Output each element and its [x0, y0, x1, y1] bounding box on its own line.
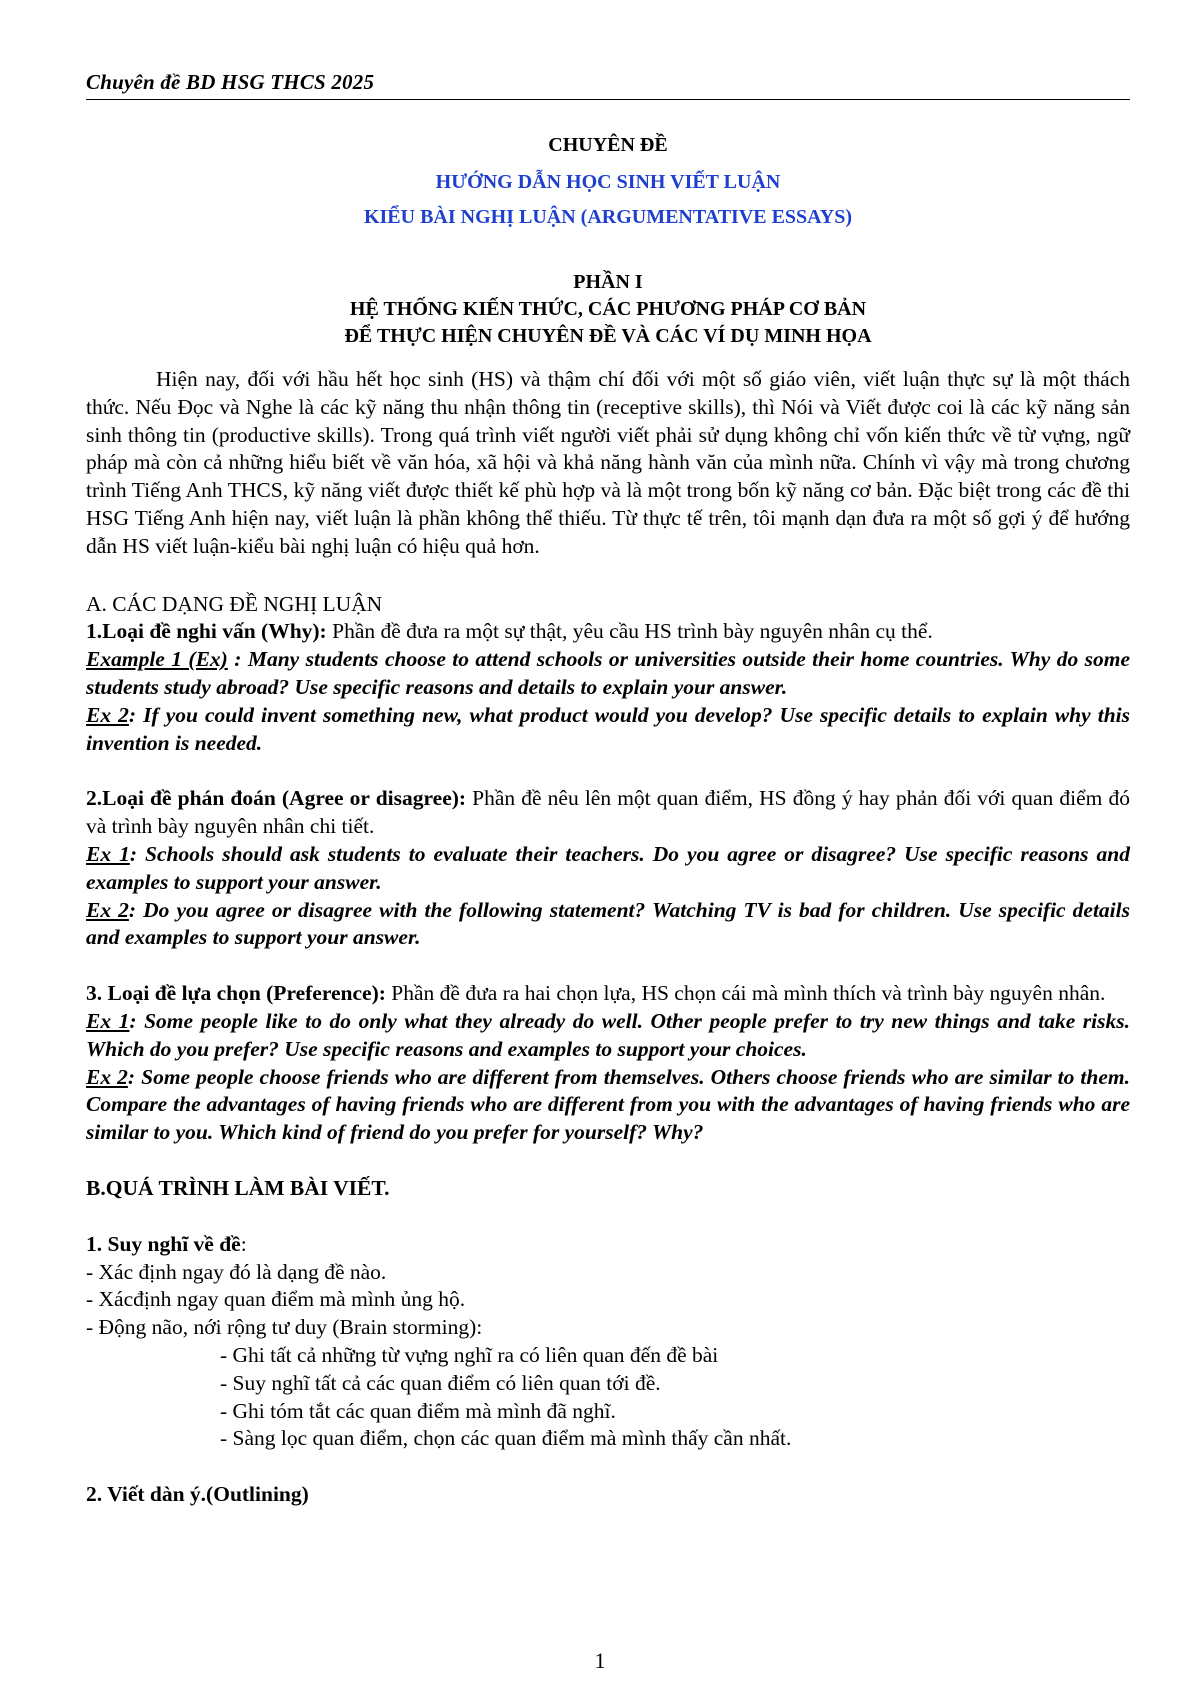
- type-1-label: 1.Loại đề nghi vấn (Why):: [86, 619, 327, 644]
- example-text: : Many students choose to attend schools or universities outside their home countries. Why do some students study abroad? Use specific reasons and details to explain your answer.: [86, 647, 1130, 699]
- step-1-label: 1. Suy nghĩ về đề: [86, 1231, 241, 1256]
- part-label: PHẦN I: [573, 271, 643, 293]
- step-2-heading: 2. Viết dàn ý.(Outlining): [86, 1482, 309, 1507]
- type-1-example-1: [86, 646, 1130, 702]
- intro-paragraph: Hiện nay, đối với hầu hết học sinh (HS) và thậm chí đối với một số giáo viên, viết luận thực sự là một thách thức. Nếu Đọc và Nghe là các kỹ năng thu nhận thông tin (receptive skills), thì Nói và Viết được coi là các kỹ năng sản sinh thông tin (productive skills). Trong quá trình viết người viết phải sử dụng không chỉ vốn kiến thức về từ vựng, ngữ pháp mà còn cả những hiểu biết về văn hóa, xã hội và khả năng hành văn của mình nữa. Chính vì vậy mà trong chương trình Tiếng Anh THCS, kỹ năng viết được thiết kế phù hợp và là một trong bốn kỹ năng cơ bản. Đặc biệt trong các đề thi HSG Tiếng Anh hiện nay, viết luận là phần không thể thiếu. Từ thực tế trên, tôi mạnh dạn đưa ra một số gợi ý để hướng dẫn HS viết luận-kiểu bài nghị luận có hiệu quả hơn.: [86, 367, 1130, 558]
- section-a-heading: A. CÁC DẠNG ĐỀ NGHỊ LUẬN: [86, 591, 383, 616]
- type-3-description: [86, 980, 1130, 1008]
- brainstorm-subitem: - Sàng lọc quan điểm, chọn các quan điểm mà mình thấy cần nhất.: [220, 1426, 792, 1451]
- example-text: : Some people like to do only what they already do well. Other people prefer to try new things and take risks. Which do you prefer? Use specific reasons and examples to support your choices.: [86, 1008, 1130, 1061]
- type-2-label: 2.Loại đề phán đoán (Agree or disagree):: [86, 786, 467, 811]
- example-label: Ex 1: [86, 1008, 130, 1033]
- example-label: Ex 2: [86, 1064, 128, 1089]
- example-label: Ex 1: [86, 841, 130, 866]
- example-label: Ex 2: [86, 702, 129, 727]
- type-3-example-1: [86, 1008, 1130, 1064]
- type-3-example-2: [86, 1064, 1130, 1147]
- brainstorm-subitem: - Ghi tất cả những từ vựng nghĩ ra có liên quan đến đề bài: [220, 1342, 719, 1367]
- step-1-item: - Xác định ngay đó là dạng đề nào.: [86, 1259, 387, 1284]
- document-page: [86, 70, 1130, 1509]
- type-1-desc: Phần đề đưa ra một sự thật, yêu cầu HS trình bày nguyên nhân cụ thể.: [326, 619, 933, 644]
- type-2-description: [86, 785, 1130, 841]
- brainstorm-subitem: - Suy nghĩ tất cả các quan điểm có liên quan tới đề.: [220, 1370, 661, 1395]
- section-b-heading: B.QUÁ TRÌNH LÀM BÀI VIẾT.: [86, 1175, 390, 1200]
- step-1-item: - Động não, nới rộng tư duy (Brain storming):: [86, 1315, 483, 1340]
- example-text: : Do you agree or disagree with the following statement? Watching TV is bad for children. Use specific details and examples to support your answer.: [86, 897, 1130, 950]
- example-label: Ex 2: [86, 897, 129, 922]
- type-3-desc: Phần đề đưa ra hai chọn lựa, HS chọn cái mà mình thích và trình bày nguyên nhân.: [385, 981, 1106, 1006]
- step-1-colon: :: [240, 1231, 247, 1256]
- part-heading-2: ĐỂ THỰC HIỆN CHUYÊN ĐỀ VÀ CÁC VÍ DỤ MINH HỌA: [344, 325, 872, 347]
- step-1-heading: [86, 1231, 1130, 1259]
- type-2-example-1: [86, 841, 1130, 897]
- example-text: : If you could invent something new, what product would you develop? Use specific details to explain why this invention is needed.: [86, 702, 1131, 755]
- brainstorm-subitem: - Ghi tóm tắt các quan điểm mà mình đã nghĩ.: [220, 1398, 616, 1423]
- doc-title-main: HƯỚNG DẪN HỌC SINH VIẾT LUẬN: [435, 171, 781, 193]
- page-header: Chuyên đề BD HSG THCS 2025: [86, 70, 1130, 100]
- type-2-desc: Phần đề nêu lên một quan điểm, HS đồng ý hay phản đối với quan điểm đó và trình bày nguyên nhân chi tiết.: [86, 786, 1130, 839]
- doc-title-label: CHUYÊN ĐỀ: [548, 134, 668, 156]
- example-label: Example 1 (Ex): [86, 647, 228, 672]
- type-1-example-2: [86, 702, 1130, 758]
- example-text: : Some people choose friends who are different from themselves. Others choose friends who are similar to them. Compare the advantages of having friends who are different from you with the advantages of having friends who are similar to you. Which kind of friend do you prefer for yourself? Why?: [86, 1064, 1130, 1145]
- type-2-example-2: [86, 897, 1130, 953]
- type-1-description: [86, 618, 1130, 646]
- part-heading-1: HỆ THỐNG KIẾN THỨC, CÁC PHƯƠNG PHÁP CƠ BẢN: [349, 298, 867, 320]
- step-1-item: - Xácđịnh ngay quan điểm mà mình ủng hộ.: [86, 1287, 466, 1312]
- doc-title-sub: KIỂU BÀI NGHỊ LUẬN (ARGUMENTATIVE ESSAYS): [363, 206, 853, 228]
- type-3-label: 3. Loại đề lựa chọn (Preference):: [86, 981, 386, 1006]
- example-text: : Schools should ask students to evaluate their teachers. Do you agree or disagree? Use specific reasons and examples to support your answer.: [86, 841, 1130, 894]
- page-number: 1: [594, 1648, 606, 1673]
